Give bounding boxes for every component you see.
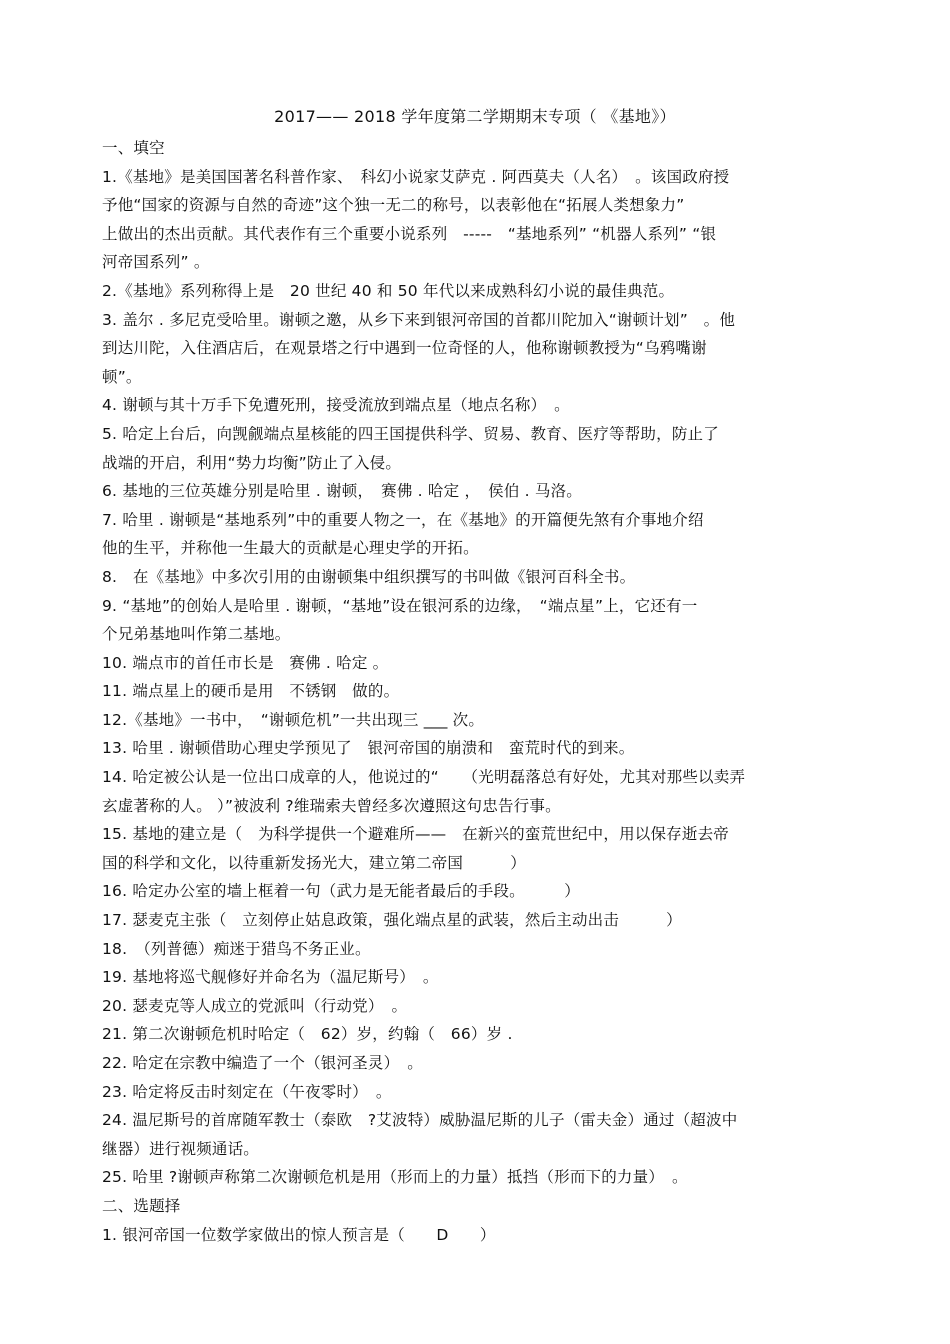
text-line: 2.《基地》系列称得上是 20 世纪 40 和 50 年代以来成熟科幻小说的最佳典范。 xyxy=(102,281,675,300)
text-line: 玄虚著称的人。 ）”被波利 ?维瑞索夫曾经多次遵照这句忠告行事。 xyxy=(102,796,561,815)
text-line: 10. 端点市的首任市长是 赛佛 . 哈定 。 xyxy=(102,653,389,672)
text-line: 河帝国系列” 。 xyxy=(102,253,210,272)
text-line: 12.《基地》一书中， “谢顿危机”一共出现三 ___ 次。 xyxy=(102,710,485,729)
text-line: 24. 温尼斯号的首席随军教士（泰欧 ?艾波特）威胁温尼斯的儿子（雷夫金）通过（超波中 xyxy=(102,1111,738,1130)
text-line: 1.《基地》是美国国著名科普作家、 科幻小说家艾萨克 . 阿西莫夫（人名） 。该国政府授 xyxy=(102,167,730,186)
text-line: 1. 银河帝国一位数学家做出的惊人预言是（ D ） xyxy=(102,1225,496,1244)
text-line: 战端的开启，利用“势力均衡”防止了入侵。 xyxy=(102,453,402,472)
text-line: 19. 基地将巡弋舰修好并命名为（温尼斯号） 。 xyxy=(102,968,439,987)
text-line: 国的科学和文化，以待重新发扬光大，建立第二帝国 ） xyxy=(102,853,526,872)
text-line: 21. 第二次谢顿危机时哈定（ 62）岁，约翰（ 66）岁 . xyxy=(102,1025,513,1044)
text-line: 他的生平，并称他一生最大的贡献是心理史学的开拓。 xyxy=(102,539,479,558)
text-line: 个兄弟基地叫作第二基地。 xyxy=(102,625,291,644)
text-line: 上做出的杰出贡献。其代表作有三个重要小说系列 ----- “基地系列” “机器人系列” “银 xyxy=(102,224,717,243)
text-line: 14. 哈定被公认是一位出口成章的人，他说过的“ （光明磊落总有好处，尤其对那些以卖弄 xyxy=(102,768,746,787)
text-line: 继器）进行视频通话。 xyxy=(102,1139,260,1158)
text-line: 7. 哈里 . 谢顿是“基地系列”中的重要人物之一，在《基地》的开篇便先煞有介事地介绍 xyxy=(102,510,704,529)
text-line: 6. 基地的三位英雄分别是哈里 . 谢顿， 赛佛 . 哈定 ， 侯伯 . 马洛。 xyxy=(102,482,582,501)
document-title: 2017—— 2018 学年度第二学期期末专项（ 《基地》） xyxy=(274,107,676,126)
text-line: 25. 哈里 ?谢顿声称第二次谢顿危机是用（形而上的力量）抵挡（形而下的力量） 。 xyxy=(102,1168,688,1187)
text-line: 18. （列普德）痴迷于猎鸟不务正业。 xyxy=(102,939,371,958)
text-line: 16. 哈定办公室的墙上框着一句（武力是无能者最后的手段。 ） xyxy=(102,882,580,901)
text-line: 13. 哈里 . 谢顿借助心理史学预见了 银河帝国的崩溃和 蛮荒时代的到来。 xyxy=(102,739,635,758)
document-body xyxy=(102,134,850,1249)
section-heading: 一、填空 xyxy=(102,139,165,157)
text-line: 22. 哈定在宗教中编造了一个（银河圣灵） 。 xyxy=(102,1054,423,1072)
text-line: 予他“国家的资源与自然的奇迹”这个独一无二的称号，以表彰他在“拓展人类想象力” xyxy=(102,196,685,215)
text-line: 23. 哈定将反击时刻定在（午夜零时） 。 xyxy=(102,1082,392,1101)
text-line: 顿”。 xyxy=(102,367,142,386)
section-heading: 二、选题择 xyxy=(102,1196,181,1215)
text-line: 到达川陀，入住酒店后，在观景塔之行中遇到一位奇怪的人，他称谢顿教授为“乌鸦嘴谢 xyxy=(102,339,707,358)
text-line: 8. 在《基地》中多次引用的由谢顿集中组织撰写的书叫做《银河百科全书。 xyxy=(102,567,636,586)
text-line: 17. 瑟麦克主张（ 立刻停止姑息政策，强化端点星的武装，然后主动出击 ） xyxy=(102,911,682,930)
text-line: 11. 端点星上的硬币是用 不锈钢 做的。 xyxy=(102,682,400,701)
text-line: 5. 哈定上台后，向觊觎端点星核能的四王国提供科学、贸易、教育、医疗等帮助，防止了 xyxy=(102,424,719,443)
text-line: 4. 谢顿与其十万手下免遭死刑，接受流放到端点星（地点名称） 。 xyxy=(102,396,570,415)
text-line: 3. 盖尔 . 多尼克受哈里。谢顿之邀，从乡下来到银河帝国的首都川陀加入“谢顿计划” 。他 xyxy=(102,310,736,329)
text-line: 15. 基地的建立是（ 为科学提供一个避难所—— 在新兴的蛮荒世纪中，用以保存逝去帝 xyxy=(102,825,729,844)
text-line: 9. “基地”的创始人是哈里 . 谢顿，“基地”设在银河系的边缘， “端点星”上，它还有一 xyxy=(102,596,698,615)
text-line: 20. 瑟麦克等人成立的党派叫（行动党） 。 xyxy=(102,996,408,1015)
